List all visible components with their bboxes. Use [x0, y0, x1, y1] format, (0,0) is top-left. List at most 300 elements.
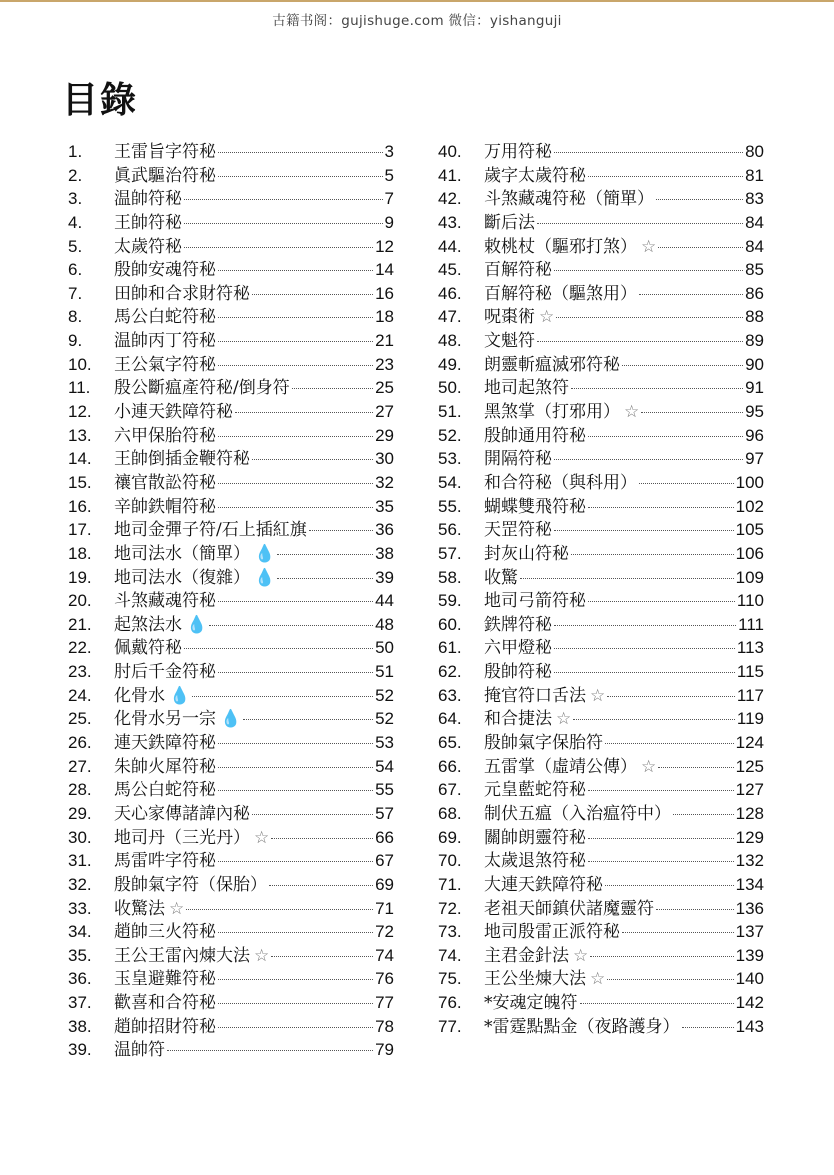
entry-title: 和合捷法 [484, 709, 552, 730]
entry-page-number: 69 [375, 874, 394, 894]
toc-entry[interactable] [68, 826, 394, 850]
entry-page-number: 124 [735, 733, 764, 753]
star-icon: ☆ [573, 945, 589, 966]
entry-title: 太歲退煞符秘 [484, 851, 586, 872]
entry-number: 10. [68, 354, 92, 374]
leader-dots [235, 412, 373, 413]
toc-entry[interactable] [438, 991, 764, 1015]
entry-title: 制伏五瘟（入治瘟符中） [484, 803, 671, 824]
toc-entry[interactable] [438, 778, 764, 802]
toc-entry[interactable] [438, 589, 764, 613]
toc-entry[interactable] [68, 755, 394, 779]
toc-entry[interactable] [68, 589, 394, 613]
entry-title: 殷公斷瘟產符秘/倒身符 [114, 378, 290, 399]
entry-title: 六甲保胎符秘 [114, 425, 216, 446]
entry-number: 46. [438, 283, 462, 303]
entry-number: 14. [68, 449, 92, 469]
water-drop-icon: 💧 [220, 709, 242, 730]
entry-page-number: 5 [384, 165, 394, 185]
entry-page-number: 143 [735, 1016, 764, 1036]
star-icon: ☆ [641, 236, 657, 257]
leader-dots [554, 270, 743, 271]
toc-entry[interactable] [438, 305, 764, 329]
toc-entry[interactable] [438, 187, 764, 211]
entry-page-number: 23 [375, 354, 394, 374]
entry-title: 地司起煞符 [484, 378, 569, 399]
toc-entry[interactable] [68, 944, 394, 968]
leader-dots [218, 152, 383, 153]
entry-page-number: 127 [735, 780, 764, 800]
entry-page-number: 51 [375, 662, 394, 682]
entry-number: 57. [438, 543, 462, 563]
entry-number: 72. [438, 898, 462, 918]
toc-entry[interactable] [438, 660, 764, 684]
toc-entry[interactable] [68, 258, 394, 282]
toc-entry[interactable] [68, 967, 394, 991]
entry-number: 26. [68, 733, 92, 753]
entry-title: 百解符秘 [484, 260, 552, 281]
entry-title: 趙帥三火符秘 [114, 922, 216, 943]
entry-title: 呪棗術 [484, 307, 535, 328]
entry-page-number: 88 [745, 307, 764, 327]
toc-entry[interactable] [68, 235, 394, 259]
entry-title: 百解符秘（驅煞用） [484, 283, 637, 304]
entry-title: 天心家傳諸諱內秘 [114, 803, 250, 824]
leader-dots [605, 885, 734, 886]
entry-page-number: 27 [375, 402, 394, 422]
water-drop-icon: 💧 [169, 685, 191, 706]
leader-dots [656, 909, 734, 910]
entry-page-number: 132 [735, 851, 764, 871]
entry-title: 朗靈斬瘟滅邪符秘 [484, 354, 620, 375]
leader-dots [167, 1050, 373, 1051]
entry-page-number: 119 [736, 709, 764, 729]
toc-entry[interactable] [438, 1015, 764, 1039]
star-icon: ☆ [590, 969, 606, 990]
entry-number: 22. [68, 638, 92, 658]
entry-number: 61. [438, 638, 462, 658]
entry-page-number: 140 [735, 969, 764, 989]
entry-page-number: 53 [375, 733, 394, 753]
entry-page-number: 7 [384, 189, 394, 209]
entry-number: 59. [438, 591, 462, 611]
toc-entry[interactable] [68, 353, 394, 377]
leader-dots [243, 719, 373, 720]
entry-number: 65. [438, 733, 462, 753]
leader-dots [218, 790, 373, 791]
toc-entry[interactable] [68, 542, 394, 566]
entry-page-number: 71 [375, 898, 394, 918]
entry-title: 收驚 [484, 567, 518, 588]
entry-page-number: 105 [735, 520, 764, 540]
leader-dots [218, 341, 373, 342]
toc-entry[interactable] [438, 944, 764, 968]
toc-entry[interactable] [438, 400, 764, 424]
toc-entry[interactable] [438, 684, 764, 708]
toc-entry[interactable] [438, 967, 764, 991]
entry-page-number: 85 [745, 260, 764, 280]
toc-entry[interactable] [438, 920, 764, 944]
entry-page-number: 84 [745, 212, 764, 232]
top-rule [0, 0, 834, 2]
entry-title: 敕桃杖（驅邪打煞） [484, 236, 637, 257]
entry-title: 封灰山符秘 [484, 543, 569, 564]
entry-title: 眞武驅治符秘 [114, 165, 216, 186]
toc-entry[interactable] [68, 140, 394, 164]
star-icon: ☆ [254, 827, 270, 848]
entry-page-number: 79 [375, 1040, 394, 1060]
toc-entry[interactable] [68, 518, 394, 542]
star-icon: ☆ [539, 307, 555, 328]
entry-page-number: 115 [736, 662, 764, 682]
entry-title: 地司法水（簡單） [114, 543, 250, 564]
water-drop-icon: 💧 [254, 567, 276, 588]
entry-number: 69. [438, 827, 462, 847]
entry-page-number: 90 [745, 354, 764, 374]
entry-title: 小連天鉄障符秘 [114, 402, 233, 423]
entry-page-number: 100 [735, 472, 764, 492]
toc-entry[interactable] [68, 329, 394, 353]
entry-page-number: 134 [735, 874, 764, 894]
toc-entry[interactable] [68, 400, 394, 424]
toc-entry[interactable] [438, 802, 764, 826]
entry-number: 52. [438, 425, 462, 445]
toc-entry[interactable] [438, 566, 764, 590]
toc-entry[interactable] [68, 495, 394, 519]
entry-title: 地司丹（三光丹） [114, 827, 250, 848]
entry-title: 王公坐煉大法 [484, 969, 586, 990]
toc-entry[interactable] [68, 849, 394, 873]
entry-title: 殷帥氣字保胎符 [484, 733, 603, 754]
leader-dots [252, 814, 373, 815]
leader-dots [218, 743, 373, 744]
entry-page-number: 16 [375, 283, 394, 303]
entry-title: 殷帥安魂符秘 [114, 260, 216, 281]
entry-title: 五雷掌（虛靖公傳） [484, 756, 637, 777]
toc-entry[interactable] [68, 707, 394, 731]
leader-dots [590, 956, 733, 957]
entry-number: 29. [68, 803, 92, 823]
entry-number: 70. [438, 851, 462, 871]
leader-dots [271, 838, 373, 839]
entry-number: 45. [438, 260, 462, 280]
toc-entry[interactable] [438, 471, 764, 495]
toc-entry[interactable] [68, 613, 394, 637]
leader-dots [218, 1027, 373, 1028]
toc-entry[interactable] [68, 447, 394, 471]
entry-page-number: 77 [375, 993, 394, 1013]
entry-number: 15. [68, 472, 92, 492]
entry-title: 六甲燈秘 [484, 638, 552, 659]
entry-title: 歲字太歲符秘 [484, 165, 586, 186]
entry-page-number: 32 [375, 472, 394, 492]
leader-dots [588, 601, 735, 602]
entry-page-number: 106 [735, 543, 764, 563]
toc-entry[interactable] [68, 778, 394, 802]
entry-title: 万用符秘 [484, 142, 552, 162]
leader-dots [639, 483, 734, 484]
toc-entry[interactable] [68, 187, 394, 211]
entry-number: 20. [68, 591, 92, 611]
entry-title: *安魂定魄符 [484, 993, 578, 1014]
water-drop-icon: 💧 [186, 614, 208, 635]
toc-entry[interactable] [68, 211, 394, 235]
leader-dots [673, 814, 734, 815]
toc-entry[interactable] [438, 376, 764, 400]
entry-number: 55. [438, 496, 462, 516]
leader-dots [580, 1003, 734, 1004]
toc-entry[interactable] [438, 518, 764, 542]
entry-page-number: 117 [736, 685, 764, 705]
entry-page-number: 44 [375, 591, 394, 611]
toc-entry[interactable] [68, 802, 394, 826]
entry-title: 主君金針法 [484, 945, 569, 966]
entry-page-number: 86 [745, 283, 764, 303]
entry-page-number: 14 [375, 260, 394, 280]
toc-entry[interactable] [438, 211, 764, 235]
entry-page-number: 48 [375, 614, 394, 634]
leader-dots [554, 625, 736, 626]
toc-entry[interactable] [68, 376, 394, 400]
leader-dots [184, 223, 383, 224]
entry-title: 文魁符 [484, 331, 535, 352]
toc-entry[interactable] [68, 424, 394, 448]
entry-title: 天罡符秘 [484, 520, 552, 541]
toc-entry[interactable] [438, 329, 764, 353]
entry-title: 掩官符口舌法 [484, 685, 586, 706]
entry-title: 玉皇避難符秘 [114, 969, 216, 990]
entry-title: 斷后法 [484, 212, 535, 233]
leader-dots [277, 554, 373, 555]
leader-dots [209, 625, 373, 626]
entry-page-number: 52 [375, 709, 394, 729]
toc-entry[interactable] [68, 660, 394, 684]
toc-entry[interactable] [438, 353, 764, 377]
entry-number: 13. [68, 425, 92, 445]
leader-dots [658, 247, 743, 248]
leader-dots [588, 861, 734, 862]
leader-dots [571, 388, 743, 389]
page-title: 目錄 [62, 79, 139, 121]
entry-page-number: 29 [375, 425, 394, 445]
leader-dots [588, 436, 743, 437]
entry-number: 3. [68, 189, 83, 209]
toc-entry[interactable] [68, 636, 394, 660]
entry-title: 連天鉄障符秘 [114, 733, 216, 754]
entry-title: 殷帥符秘 [484, 662, 552, 683]
entry-number: 17. [68, 520, 92, 540]
toc-entry[interactable] [68, 731, 394, 755]
entry-number: 1. [68, 142, 83, 161]
entry-number: 67. [438, 780, 462, 800]
entry-page-number: 55 [375, 780, 394, 800]
toc-entry[interactable] [438, 826, 764, 850]
leader-dots [252, 459, 373, 460]
toc-entry[interactable] [438, 140, 764, 164]
entry-title: 起煞法水 [114, 614, 182, 635]
entry-number: 24. [68, 685, 92, 705]
entry-number: 41. [438, 165, 462, 185]
entry-page-number: 111 [738, 614, 764, 634]
entry-number: 62. [438, 662, 462, 682]
entry-number: 5. [68, 236, 83, 256]
leader-dots [218, 861, 373, 862]
entry-number: 36. [68, 969, 92, 989]
leader-dots [588, 838, 734, 839]
leader-dots [607, 979, 733, 980]
entry-number: 49. [438, 354, 462, 374]
entry-title: 太歲符秘 [114, 236, 182, 257]
leader-dots [554, 530, 734, 531]
entry-title: 馬公白蛇符秘 [114, 307, 216, 328]
entry-title: 趙帥招財符秘 [114, 1016, 216, 1037]
entry-page-number: 139 [735, 945, 764, 965]
entry-page-number: 18 [375, 307, 394, 327]
entry-title: 馬公白蛇符秘 [114, 780, 216, 801]
leader-dots [218, 365, 373, 366]
leader-dots [218, 601, 373, 602]
toc-entry[interactable] [438, 258, 764, 282]
entry-number: 37. [68, 993, 92, 1013]
toc-entry[interactable] [68, 897, 394, 921]
entry-number: 35. [68, 945, 92, 965]
entry-page-number: 97 [745, 449, 764, 469]
leader-dots [218, 270, 373, 271]
entry-number: 27. [68, 756, 92, 776]
leader-dots [520, 578, 734, 579]
toc-entry[interactable] [68, 991, 394, 1015]
entry-number: 9. [68, 331, 83, 351]
entry-number: 48. [438, 331, 462, 351]
entry-title: 王公氣字符秘 [114, 354, 216, 375]
entry-number: 73. [438, 922, 462, 942]
leader-dots [277, 578, 373, 579]
entry-number: 2. [68, 165, 83, 185]
toc-entry[interactable] [438, 495, 764, 519]
entry-title: 地司殷雷正派符秘 [484, 922, 620, 943]
entry-page-number: 66 [375, 827, 394, 847]
leader-dots [658, 767, 733, 768]
entry-number: 68. [438, 803, 462, 823]
entry-title: 王帥倒插金鞭符秘 [114, 449, 250, 470]
entry-number: 44. [438, 236, 462, 256]
entry-page-number: 109 [735, 567, 764, 587]
entry-number: 32. [68, 874, 92, 894]
entry-page-number: 128 [735, 803, 764, 823]
entry-page-number: 80 [745, 142, 764, 161]
toc-entry[interactable] [438, 164, 764, 188]
toc-entry[interactable] [68, 282, 394, 306]
toc-entry[interactable] [68, 471, 394, 495]
entry-number: 25. [68, 709, 92, 729]
entry-page-number: 136 [735, 898, 764, 918]
entry-title: 地司法水（復雜） [114, 567, 250, 588]
leader-dots [192, 696, 373, 697]
entry-page-number: 102 [735, 496, 764, 516]
entry-number: 21. [68, 614, 92, 634]
entry-number: 34. [68, 922, 92, 942]
toc-entry[interactable] [438, 447, 764, 471]
toc-entry[interactable] [438, 707, 764, 731]
star-icon: ☆ [641, 756, 657, 777]
toc-entry[interactable] [438, 235, 764, 259]
toc-entry[interactable] [68, 920, 394, 944]
entry-number: 58. [438, 567, 462, 587]
toc-entry[interactable] [438, 636, 764, 660]
star-icon: ☆ [556, 709, 572, 730]
entry-title: 斗煞藏魂符秘 [114, 591, 216, 612]
toc-entry[interactable] [438, 849, 764, 873]
leader-dots [218, 932, 373, 933]
leader-dots [218, 176, 383, 177]
entry-page-number: 81 [745, 165, 764, 185]
leader-dots [622, 365, 743, 366]
entry-number: 47. [438, 307, 462, 327]
toc-entry[interactable] [438, 613, 764, 637]
leader-dots [218, 672, 373, 673]
toc-entry[interactable] [438, 897, 764, 921]
toc-entry[interactable] [68, 684, 394, 708]
toc-entry[interactable] [68, 305, 394, 329]
leader-dots [252, 294, 373, 295]
entry-page-number: 72 [375, 922, 394, 942]
entry-number: 38. [68, 1016, 92, 1036]
toc-entry[interactable] [68, 1015, 394, 1039]
leader-dots [184, 199, 383, 200]
entry-number: 75. [438, 969, 462, 989]
entry-title: 温帥丙丁符秘 [114, 331, 216, 352]
toc-entry[interactable] [438, 873, 764, 897]
entry-page-number: 50 [375, 638, 394, 658]
leader-dots [309, 530, 373, 531]
leader-dots [554, 648, 735, 649]
toc-entry[interactable] [438, 282, 764, 306]
entry-title: 禳官散訟符秘 [114, 472, 216, 493]
leader-dots [639, 294, 743, 295]
watermark-header: 古籍书阁：gujishuge.com 微信：yishanguji [272, 13, 562, 29]
leader-dots [554, 459, 743, 460]
toc-entry[interactable] [438, 542, 764, 566]
toc-entry[interactable] [68, 873, 394, 897]
toc-entry[interactable] [68, 566, 394, 590]
entry-title: 大連天鉄障符秘 [484, 874, 603, 895]
entry-title: 開隔符秘 [484, 449, 552, 470]
entry-title: 和合符秘（與科用） [484, 472, 637, 493]
toc-entry[interactable] [68, 164, 394, 188]
star-icon: ☆ [169, 898, 185, 919]
entry-title: 朱帥火犀符秘 [114, 756, 216, 777]
entry-number: 66. [438, 756, 462, 776]
entry-number: 64. [438, 709, 462, 729]
entry-title: 田帥和合求財符秘 [114, 283, 250, 304]
entry-title: 關帥朗靈符秘 [484, 827, 586, 848]
entry-number: 39. [68, 1040, 92, 1060]
entry-page-number: 78 [375, 1016, 394, 1036]
leader-dots [571, 554, 734, 555]
toc-entry[interactable] [438, 424, 764, 448]
toc-entry[interactable] [438, 731, 764, 755]
entry-number: 40. [438, 142, 462, 161]
leader-dots [184, 648, 373, 649]
leader-dots [607, 696, 735, 697]
entry-title: 地司弓箭符秘 [484, 591, 586, 612]
entry-page-number: 91 [745, 378, 764, 398]
toc-entry[interactable] [68, 1038, 394, 1062]
leader-dots [218, 767, 373, 768]
toc-entry[interactable] [438, 755, 764, 779]
leader-dots [218, 317, 373, 318]
leader-dots [537, 341, 743, 342]
